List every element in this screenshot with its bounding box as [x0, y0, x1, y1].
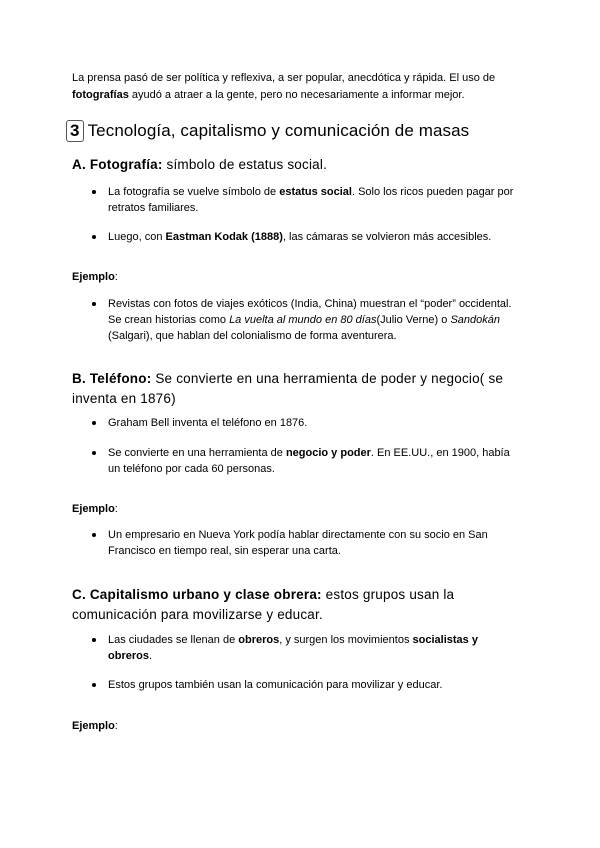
example-label-c: Ejemplo: [72, 720, 118, 732]
subheading-a [72, 155, 532, 175]
subheading-b [72, 369, 532, 409]
list-c-2 [92, 677, 522, 693]
list-item: Se convierte en una herramienta de negocio y poder. En EE.UU., en 1900, había un teléfono por cada 60 personas. [92, 445, 522, 477]
example-list-a [92, 296, 522, 344]
intro-bold: fotografías [72, 89, 129, 101]
list-b [92, 415, 522, 431]
list-item: Las ciudades se llenan de obreros, y surgen los movimientos socialistas y obreros. [92, 632, 522, 664]
list-item: Estos grupos también usan la comunicación para movilizar y educar. [92, 677, 522, 693]
example-label-a: Ejemplo: [72, 271, 118, 283]
example-list-b [92, 527, 522, 559]
list-item: Un empresario en Nueva York podía hablar directamente con su socio en San Francisco en tiempo real, sin esperar una carta. [92, 527, 522, 559]
subheading-c-label: C. Capitalismo urbano y clase obrera: [72, 587, 322, 602]
subheading-a-desc: símbolo de estatus social. [162, 157, 328, 172]
list-item: Graham Bell inventa el teléfono en 1876. [92, 415, 522, 431]
section-title: Tecnología, capitalismo y comunicación de masas [87, 121, 470, 140]
list-a-2 [92, 229, 522, 245]
list-item: Revistas con fotos de viajes exóticos (India, China) muestran el “poder” occidental. Se crean historias como La vuelta al mundo en 80 días(Julio Verne) o Sandokán (Salgari), que hablan del colonialismo de forma aventurera. [92, 296, 522, 344]
example-label-b: Ejemplo: [72, 503, 118, 515]
intro-text-end: ayudó a atraer a la gente, pero no necesariamente a informar mejor. [128, 89, 465, 101]
intro-paragraph [72, 70, 532, 104]
intro-text: La prensa pasó de ser política y reflexiva, a ser popular, anecdótica y rápida. El uso de [72, 72, 496, 84]
subheading-c-desc: estos grupos usan la comunicación para movilizarse y educar. [72, 587, 455, 622]
list-b-2 [92, 445, 522, 477]
list-a [92, 184, 522, 216]
list-item: La fotografía se vuelve símbolo de estatus social. Solo los ricos pueden pagar por retratos familiares. [92, 184, 522, 216]
section-heading [66, 120, 469, 142]
subheading-b-label: B. Teléfono: [72, 371, 152, 386]
subheading-a-label: A. Fotografía: [72, 157, 163, 172]
section-number: 3 [66, 120, 84, 142]
subheading-b-desc: Se convierte en una herramienta de poder y negocio( se inventa en 1876) [72, 371, 504, 406]
list-item: Luego, con Eastman Kodak (1888), las cámaras se volvieron más accesibles. [92, 229, 522, 245]
subheading-c [72, 585, 532, 625]
list-c [92, 632, 522, 664]
